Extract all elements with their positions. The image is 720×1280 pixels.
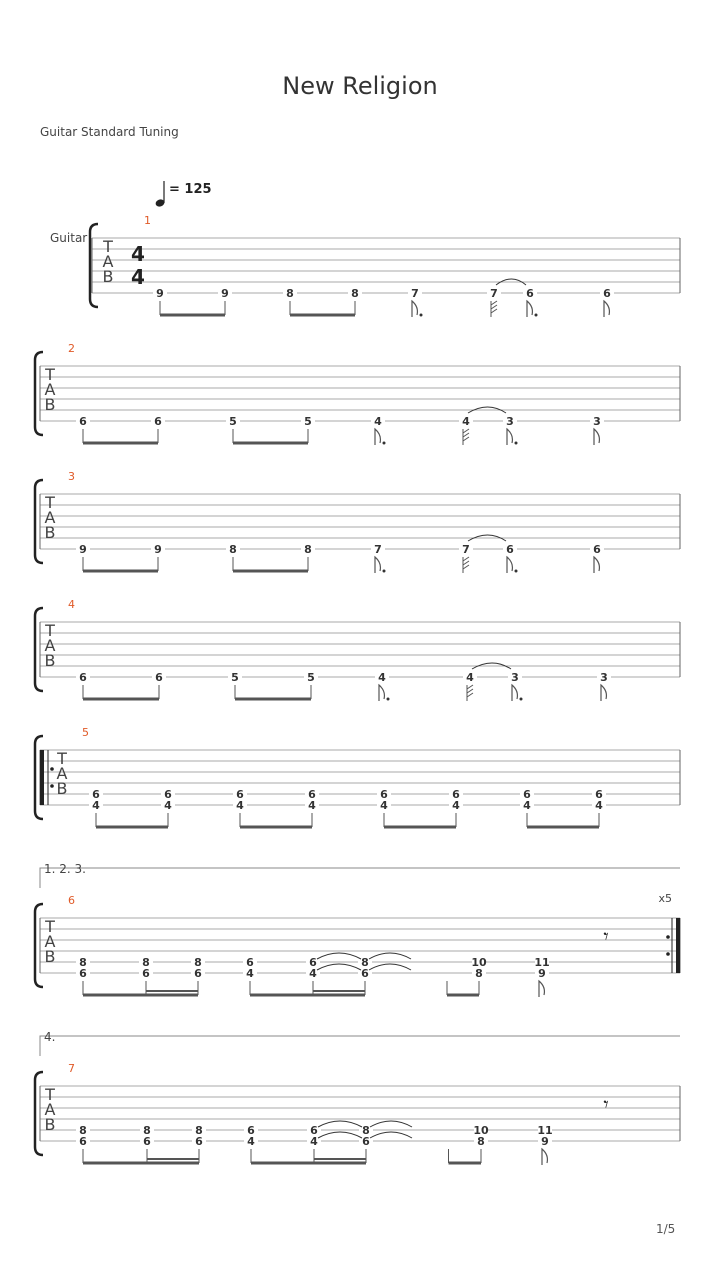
fret-number: 8	[195, 1124, 203, 1137]
fret-number: 7	[374, 543, 382, 556]
fret-number: 6	[506, 543, 514, 556]
fret-number: 6	[194, 967, 202, 980]
measure-number: 3	[68, 470, 75, 483]
page-number: 1/5	[656, 1222, 676, 1236]
flagged-note	[512, 685, 517, 701]
dot	[515, 442, 518, 445]
fret-number: 6	[79, 967, 87, 980]
fret-number: 6	[143, 1135, 151, 1148]
tab-clef-letter: T	[45, 917, 55, 936]
flagged-note	[507, 429, 512, 445]
tab-system	[35, 352, 680, 445]
fret-number: 6	[155, 671, 163, 684]
fret-number: 10	[473, 1124, 489, 1137]
grace-flag	[491, 305, 497, 309]
fret-number: 4	[595, 799, 603, 812]
fret-number: 4	[236, 799, 244, 812]
tab-clef-letter: T	[45, 1085, 55, 1104]
repeat-dot	[666, 935, 670, 939]
tab-clef-letter: B	[44, 947, 56, 966]
fret-number: 6	[154, 415, 162, 428]
flagged-note	[594, 429, 599, 445]
fret-number: 4	[246, 967, 254, 980]
dot	[383, 442, 386, 445]
fret-number: 4	[378, 671, 386, 684]
fret-number: 3	[511, 671, 519, 684]
grace-flag	[491, 301, 497, 305]
fret-number: 8	[304, 543, 312, 556]
fret-number: 6	[164, 788, 172, 801]
grace-flag	[491, 309, 497, 313]
flagged-note	[412, 301, 417, 317]
fret-number: 8	[362, 1124, 370, 1137]
flagged-note	[542, 1149, 547, 1165]
tie-arc	[369, 964, 411, 970]
measure-number: 4	[68, 598, 75, 611]
fret-number: 8	[475, 967, 483, 980]
flagged-note	[594, 557, 599, 573]
tab-system	[35, 868, 680, 997]
fret-number: 6	[380, 788, 388, 801]
tab-clef-letter: A	[44, 1100, 56, 1119]
ending-label: 1. 2. 3.	[44, 862, 86, 876]
fret-number: 4	[523, 799, 531, 812]
fret-number: 6	[195, 1135, 203, 1148]
fret-number: 3	[593, 415, 601, 428]
eighth-rest: 𝄾	[603, 924, 609, 948]
fret-number: 4	[462, 415, 470, 428]
system-bracket	[35, 904, 43, 987]
tab-clef-letter: B	[102, 267, 114, 286]
fret-number: 8	[286, 287, 294, 300]
measure-number: 2	[68, 342, 75, 355]
flagged-note	[539, 981, 544, 997]
fret-number: 4	[247, 1135, 255, 1148]
flagged-note	[527, 301, 532, 317]
system-bracket	[35, 480, 43, 563]
repeat-dot	[50, 767, 54, 771]
measure-number: 1	[144, 214, 151, 227]
ending-bracket	[40, 868, 680, 888]
fret-number: 4	[374, 415, 382, 428]
ending-bracket	[40, 1036, 680, 1056]
fret-number: 8	[361, 956, 369, 969]
tab-clef-letter: A	[44, 932, 56, 951]
grace-flag	[467, 685, 473, 689]
fret-number: 6	[236, 788, 244, 801]
dot	[387, 698, 390, 701]
flagged-note	[601, 685, 606, 701]
grace-flag	[467, 689, 473, 693]
grace-flag	[463, 437, 469, 441]
system-bracket	[35, 352, 43, 435]
grace-flag	[463, 433, 469, 437]
flagged-note	[375, 429, 380, 445]
measure-number: 6	[68, 894, 75, 907]
fret-number: 4	[380, 799, 388, 812]
tab-system	[35, 1036, 680, 1165]
grace-flag	[467, 693, 473, 697]
fret-number: 4	[310, 1135, 318, 1148]
grace-flag	[463, 429, 469, 433]
tuning-label: Guitar Standard Tuning	[40, 125, 179, 139]
fret-number: 6	[595, 788, 603, 801]
fret-number: 6	[79, 415, 87, 428]
system-bracket	[35, 608, 43, 691]
tab-system	[35, 480, 680, 573]
tab-clef-letter: B	[44, 523, 56, 542]
grace-flag	[463, 561, 469, 565]
system-bracket	[35, 1072, 43, 1155]
fret-number: 10	[471, 956, 487, 969]
tab-clef-letter: T	[45, 493, 55, 512]
fret-number: 11	[537, 1124, 553, 1137]
fret-number: 4	[452, 799, 460, 812]
fret-number: 5	[304, 415, 312, 428]
fret-number: 4	[92, 799, 100, 812]
eighth-rest: 𝄾	[603, 1092, 609, 1116]
fret-number: 7	[462, 543, 470, 556]
system-bracket	[90, 224, 98, 307]
dot	[535, 314, 538, 317]
fret-number: 6	[247, 1124, 255, 1137]
fret-number: 4	[308, 799, 316, 812]
tab-clef-letter: B	[56, 779, 68, 798]
fret-number: 6	[308, 788, 316, 801]
flagged-note	[379, 685, 384, 701]
tie-arc	[317, 953, 361, 959]
fret-number: 3	[506, 415, 514, 428]
song-title: New Religion	[282, 72, 438, 100]
tie-arc	[369, 953, 411, 959]
tab-clef-letter: A	[44, 380, 56, 399]
fret-number: 4	[466, 671, 474, 684]
grace-flag	[463, 557, 469, 561]
tab-clef-letter: A	[44, 508, 56, 527]
fret-number: 8	[142, 956, 150, 969]
fret-number: 3	[600, 671, 608, 684]
fret-number: 5	[231, 671, 239, 684]
tie-arc	[318, 1132, 362, 1138]
fret-number: 8	[351, 287, 359, 300]
fret-number: 6	[603, 287, 611, 300]
fret-number: 9	[221, 287, 229, 300]
fret-number: 11	[534, 956, 550, 969]
repeat-count: x5	[658, 892, 672, 905]
time-signature-top: 4	[131, 242, 145, 266]
measure-number: 5	[82, 726, 89, 739]
ending-label: 4.	[44, 1030, 56, 1044]
fret-number: 6	[246, 956, 254, 969]
fret-number: 6	[362, 1135, 370, 1148]
track-label: Guitar	[50, 231, 88, 245]
dot	[515, 570, 518, 573]
fret-number: 6	[92, 788, 100, 801]
time-signature-bottom: 4	[131, 265, 145, 289]
fret-number: 6	[361, 967, 369, 980]
tie-arc	[317, 964, 361, 970]
fret-number: 6	[142, 967, 150, 980]
fret-number: 6	[310, 1124, 318, 1137]
fret-number: 4	[309, 967, 317, 980]
tab-clef-letter: A	[56, 764, 68, 783]
repeat-end-thick	[676, 918, 680, 973]
fret-number: 8	[194, 956, 202, 969]
fret-number: 6	[593, 543, 601, 556]
fret-number: 9	[79, 543, 87, 556]
fret-number: 9	[156, 287, 164, 300]
tab-clef-letter: B	[44, 1115, 56, 1134]
fret-number: 9	[154, 543, 162, 556]
fret-number: 6	[79, 671, 87, 684]
flagged-note	[604, 301, 609, 317]
tab-system	[90, 181, 680, 317]
tie-arc	[370, 1132, 412, 1138]
tab-clef-letter: B	[44, 395, 56, 414]
repeat-dot	[50, 784, 54, 788]
tab-system	[35, 608, 680, 701]
fret-number: 5	[307, 671, 315, 684]
tab-clef-letter: T	[45, 621, 55, 640]
tie-arc	[318, 1121, 362, 1127]
fret-number: 6	[523, 788, 531, 801]
measure-number: 7	[68, 1062, 75, 1075]
dot	[520, 698, 523, 701]
fret-number: 6	[79, 1135, 87, 1148]
dot	[383, 570, 386, 573]
fret-number: 7	[411, 287, 419, 300]
fret-number: 8	[229, 543, 237, 556]
tab-clef-letter: B	[44, 651, 56, 670]
flagged-note	[507, 557, 512, 573]
tab-clef-letter: T	[103, 237, 113, 256]
tab-clef-letter: A	[102, 252, 114, 271]
flagged-note	[375, 557, 380, 573]
fret-number: 7	[490, 287, 498, 300]
tab-clef-letter: T	[45, 365, 55, 384]
fret-number: 6	[309, 956, 317, 969]
fret-number: 6	[526, 287, 534, 300]
fret-number: 4	[164, 799, 172, 812]
repeat-start-thick	[40, 750, 44, 805]
fret-number: 9	[538, 967, 546, 980]
fret-number: 8	[143, 1124, 151, 1137]
tab-system	[35, 736, 680, 827]
tie-arc	[370, 1121, 412, 1127]
fret-number: 6	[452, 788, 460, 801]
fret-number: 8	[79, 956, 87, 969]
repeat-dot	[666, 952, 670, 956]
dot	[420, 314, 423, 317]
fret-number: 8	[477, 1135, 485, 1148]
fret-number: 9	[541, 1135, 549, 1148]
tempo-marking: = 125	[169, 182, 212, 197]
fret-number: 8	[79, 1124, 87, 1137]
fret-number: 5	[229, 415, 237, 428]
grace-flag	[463, 565, 469, 569]
tab-clef-letter: T	[57, 749, 67, 768]
tab-clef-letter: A	[44, 636, 56, 655]
